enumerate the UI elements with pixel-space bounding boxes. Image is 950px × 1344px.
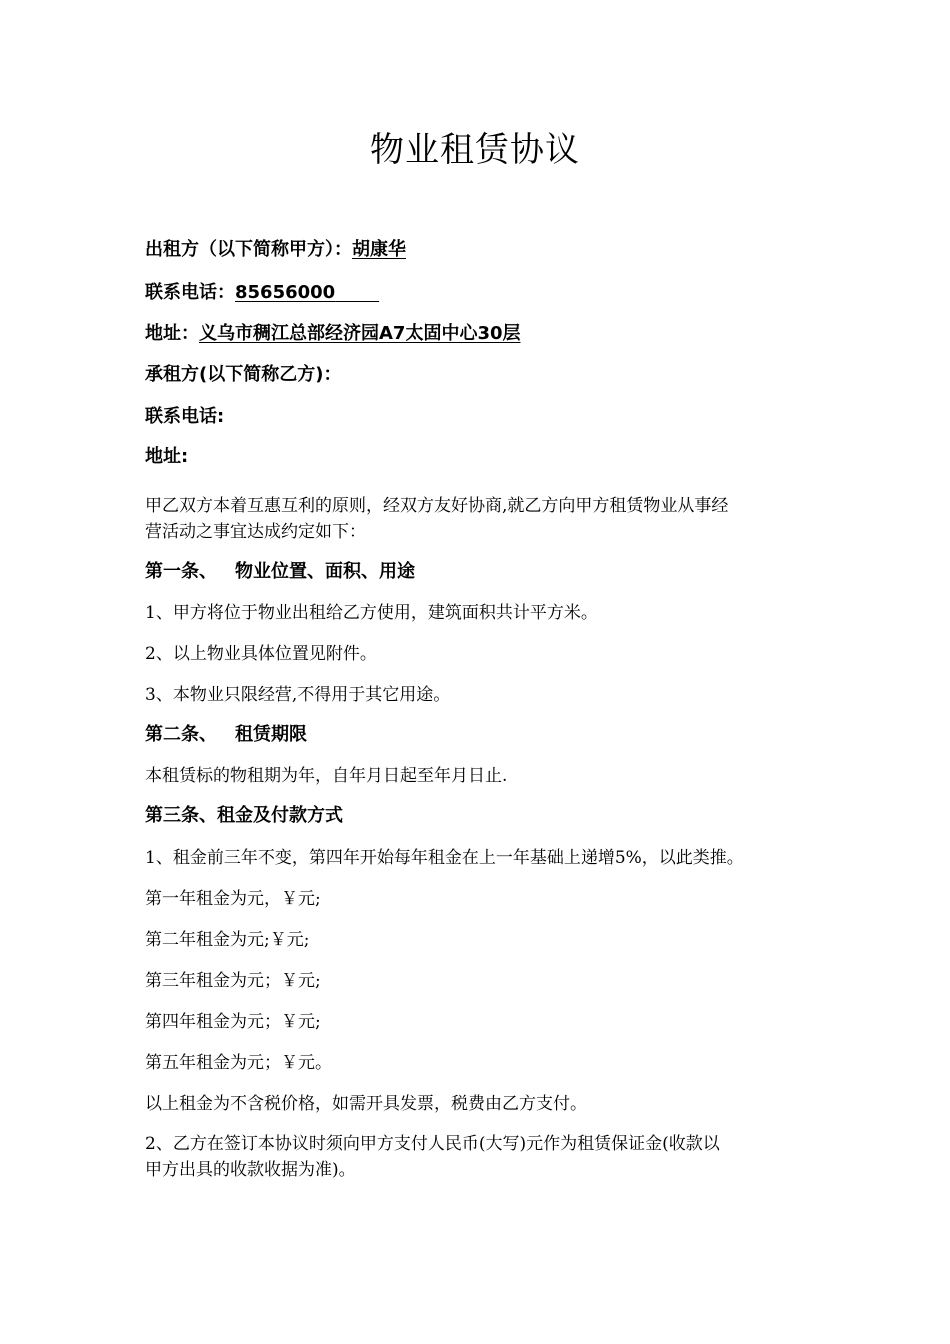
intro-paragraph [145, 493, 810, 545]
lessor-phone-number: 85656000 [235, 282, 336, 303]
deposit-line-2: 甲方出具的收款收据为准)。 [145, 1160, 356, 1180]
deposit-line-1: 2、乙方在签订本协议时须向甲方支付人民币(大写)元作为租赁保证金(收款以 [145, 1134, 720, 1154]
lessee-phone-label: 联系电话: [145, 406, 225, 427]
lessor-phone-label: 联系电话： [145, 282, 235, 303]
article-1-item-3: 3、本物业只限经营,不得用于其它用途。 [145, 685, 451, 705]
rent-year-2: 第二年租金为元;￥元; [145, 930, 310, 950]
article-1-heading [145, 559, 415, 585]
lessee-label: 承租方(以下简称乙方)： [145, 364, 342, 385]
article-2-text: 本租赁标的物租期为年，自年月日起至年月日止. [145, 766, 508, 786]
tax-note: 以上租金为不含税价格，如需开具发票，税费由乙方支付。 [145, 1094, 587, 1114]
article-1-title: 物业位置、面积、用途 [235, 561, 415, 582]
article-3-heading: 第三条、租金及付款方式 [145, 805, 343, 826]
article-3-item-1: 1、租金前三年不变，第四年开始每年租金在上一年基础上递增5%，以此类推。 [145, 848, 744, 868]
lessor-address-line [145, 321, 521, 347]
rent-year-3: 第三年租金为元；￥元; [145, 971, 321, 991]
lessor-phone-line [145, 280, 379, 306]
article-1-number: 第一条、 [145, 561, 217, 582]
article-2-heading [145, 722, 307, 748]
article-2-number: 第二条、 [145, 724, 217, 745]
lessor-address-label: 地址： [145, 323, 199, 344]
article-2-title: 租赁期限 [235, 724, 307, 745]
intro-line-1: 甲乙双方本着互惠互利的原则，经双方友好协商,就乙方向甲方租赁物业从事经 [145, 496, 729, 516]
document-title: 物业租赁协议 [370, 130, 580, 170]
lessee-line [145, 362, 341, 388]
rent-year-4: 第四年租金为元；￥元; [145, 1012, 321, 1032]
lessor-phone-value [235, 282, 379, 303]
article-1-item-1: 1、甲方将位于物业出租给乙方使用，建筑面积共计平方米。 [145, 603, 598, 623]
lessor-line [145, 237, 406, 263]
lessee-address-label: 地址: [145, 446, 189, 467]
lessee-phone-line [145, 404, 224, 430]
lessor-name: 胡康华 [352, 239, 406, 260]
lessor-address-value: 义乌市稠江总部经济园A7太固中心30层 [199, 323, 521, 344]
lessor-label: 出租方（以下简称甲方）： [145, 239, 352, 260]
deposit-paragraph [145, 1131, 810, 1183]
rent-year-5: 第五年租金为元；￥元。 [145, 1053, 332, 1073]
lessee-address-line [145, 444, 188, 470]
intro-line-2: 营活动之事宜达成约定如下： [145, 522, 366, 542]
rent-year-1: 第一年租金为元，￥元; [145, 889, 321, 909]
article-1-item-2: 2、以上物业具体位置见附件。 [145, 644, 377, 664]
lessor-phone-blank [335, 282, 379, 303]
